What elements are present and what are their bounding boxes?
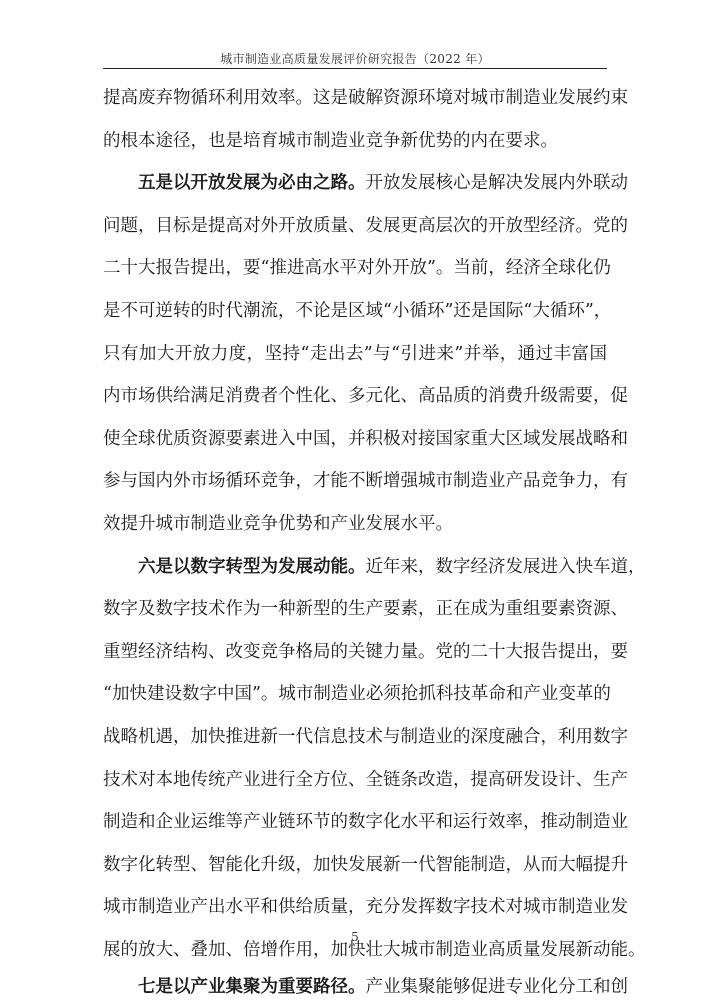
p2-line-7: 使全球优质资源要素进入中国，并积极对接国家重大区域发展战略和 <box>103 428 628 449</box>
p4-line-1 <box>0 970 628 1004</box>
p3-line-7: 制造和企业运维等产业链环节的数字化水平和运行效率，推动制造业 <box>103 812 628 833</box>
p3-line-5: 战略机遇，加快推进新一代信息技术与制造业的深度融合，利用数字 <box>103 727 628 747</box>
p3-line-10: 展的放大、叠加、倍增作用，加快壮大城市制造业高质量发展新动能。 <box>103 940 646 960</box>
header-rule <box>103 68 607 69</box>
p3-line-2: 数字及数字技术作为一种新型的生产要素，正在成为重组要素资源、 <box>103 599 628 620</box>
p2-line-3: 二十大报告提出，要“推进高水平对外开放”。当前，经济全球化仍 <box>103 258 611 279</box>
p3-line-9: 城市制造业产出水平和供给质量，充分发挥数字技术对城市制造业发 <box>103 897 628 918</box>
p3-line-8: 数字化转型、智能化升级，加快发展新一代智能制造，从而大幅提升 <box>103 854 628 875</box>
p3-line-4: “加快建设数字中国”。城市制造业必须抢抓科技革命和产业变革的 <box>103 684 611 705</box>
p3-line-3: 重塑经济结构、改变竞争格局的关键力量。党的二十大报告提出，要 <box>103 641 628 662</box>
page-number: 5 <box>351 930 359 944</box>
p2-line-5: 只有加大开放力度，坚持“走出去”与“引进来”并举，通过丰富国 <box>103 343 607 364</box>
p2-line-6: 内市场供给满足消费者个性化、多元化、高品质的消费升级需要，促 <box>103 386 628 407</box>
p2-line-2: 问题，目标是提高对外开放质量、发展更高层次的开放型经济。党的 <box>103 215 628 236</box>
p1-line-2: 的根本途径，也是培育城市制造业竞争新优势的内在要求。 <box>103 130 558 151</box>
p4-lead: 七是以产业集聚为重要路径。 <box>138 977 366 997</box>
p1-line-1: 提高废弃物循环利用效率。这是破解资源环境对城市制造业发展约束 <box>103 88 628 108</box>
p2-line-8: 参与国内外市场循环竞争，才能不断增强城市制造业产品竞争力，有 <box>103 471 628 492</box>
running-header: 城市制造业高质量发展评价研究报告（2022 年） <box>220 52 490 66</box>
p3-line-1 <box>0 550 646 584</box>
p2-line-9: 效提升城市制造业竞争优势和产业发展水平。 <box>103 514 453 534</box>
p3-first-rest: 近年来，数字经济发展进入快车道， <box>365 556 646 577</box>
p3-lead: 六是以数字转型为发展动能。 <box>138 556 366 577</box>
p2-lead: 五是以开放发展为必由之路。 <box>138 173 366 194</box>
p2-line-1 <box>0 166 628 200</box>
p3-line-6: 技术对本地传统产业进行全方位、全链条改造，提高研发设计、生产 <box>103 769 628 790</box>
p2-first-rest: 开放发展核心是解决发展内外联动 <box>365 173 628 194</box>
p4-first-rest: 产业集聚能够促进专业化分工和创 <box>365 977 628 997</box>
p2-line-4: 是不可逆转的时代潮流，不论是区域“小循环”还是国际“大循环”， <box>103 301 612 321</box>
